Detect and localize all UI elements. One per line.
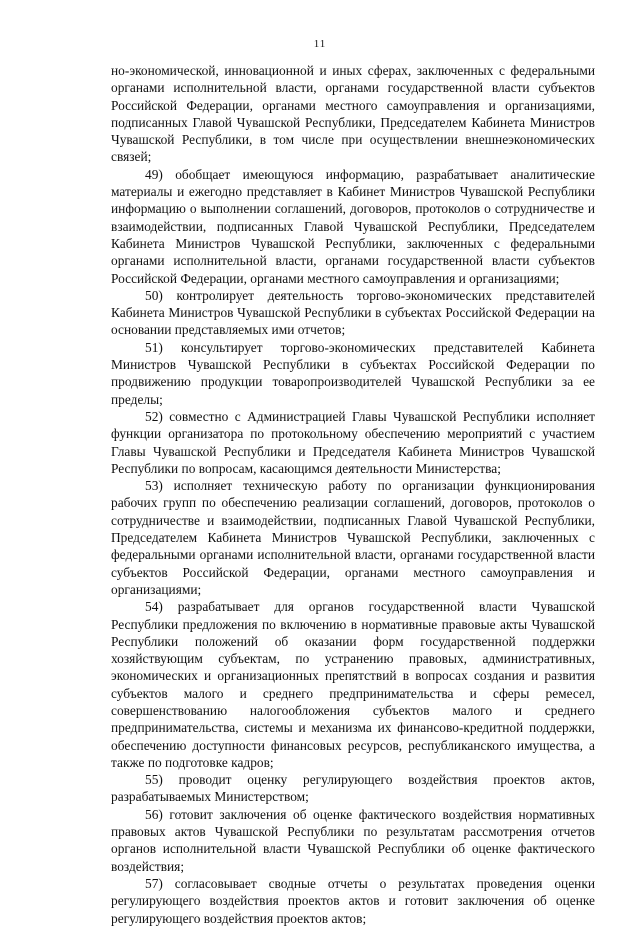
paragraph-item-51: 51) консультирует торгово-экономических представителей Кабинета Министров Чувашской Республики в субъектах Российской Федерации по продвижению продукции товаропроизводителей Чувашской Республики за ее пределы; [111,339,595,407]
paragraph-item-55: 55) проводит оценку регулирующего воздействия проектов актов, разрабатываемых Министерством; [111,772,595,805]
paragraph-continuation: но-экономической, инновационной и иных сферах, заключенных с федеральными органами исполнительной власти, органами государственной власти субъектов Российской Федерации, органами местного самоуправления и организациями, подписанных Главой Чувашской Республики, Председателем Кабинета Министров Чувашской Республики, в том числе при осуществлении внешнеэкономических связей; [111,63,595,165]
paragraph-item-49: 49) обобщает имеющуюся информацию, разрабатывает аналитические материалы и ежегодно представляет в Кабинет Министров Чувашской Республики информацию о выполнении соглашений, договоров, протоколов о сотрудничестве и взаимодействии, подписанных Главой Чувашской Республики, Председателем Кабинета Министров Чувашской Республики, заключенных с федеральными органами исполнительной власти, органами государственной власти субъектов Российской Федерации, органами местного самоуправления и организациями; [111,166,595,286]
paragraph-item-54: 54) разрабатывает для органов государственной власти Чувашской Республики предложения по включению в нормативные правовые акты Чувашской Республики положений об оказании форм государственной поддержки хозяйствующим субъектам, по устранению правовых, административных, экономических и организационных препятствий в вопросах создания и развития субъектов малого и среднего предпринимательства и сферы ремесел, совершенствованию налогообложения субъектов малого и среднего предпринимательства, системы и механизма их финансово-кредитной поддержки, обеспечению доступности финансовых ресурсов, республиканского имущества, а также по подготовке кадров; [111,599,595,770]
paragraph-item-56: 56) готовит заключения об оценке фактического воздействия нормативных правовых актов Чувашской Республики по результатам рассмотрения отчетов органов исполнительной власти Чувашской Республики об оценке фактического воздействия; [111,806,595,874]
document-body [111,62,595,927]
page-number: 11 [313,38,327,50]
paragraph-item-52: 52) совместно с Администрацией Главы Чувашской Республики исполняет функции организатора по протокольному обеспечению мероприятий с участием Главы Чувашской Республики и Председателя Кабинета Министров Чувашской Республики по вопросам, касающимся деятельности Министерства; [111,408,595,476]
paragraph-item-53: 53) исполняет техническую работу по организации функционирования рабочих групп по обеспечению реализации соглашений, договоров, протоколов о сотрудничестве и взаимодействии, подписанных Главой Чувашской Республики, Председателем Кабинета Министров Чувашской Республики, заключенных с федеральными органами исполнительной власти, органами государственной власти субъектов Российской Федерации, органами местного самоуправления и организациями; [111,478,595,597]
paragraph-item-57: 57) согласовывает сводные отчеты о результатах проведения оценки регулирующего воздействия проектов актов и готовит заключения об оценке регулирующего воздействия проектов актов; [111,875,595,926]
paragraph-item-50: 50) контролирует деятельность торгово-экономических представителей Кабинета Министров Чувашской Республики в субъектах Российской Федерации на основании представляемых ими отчетов; [111,287,595,338]
